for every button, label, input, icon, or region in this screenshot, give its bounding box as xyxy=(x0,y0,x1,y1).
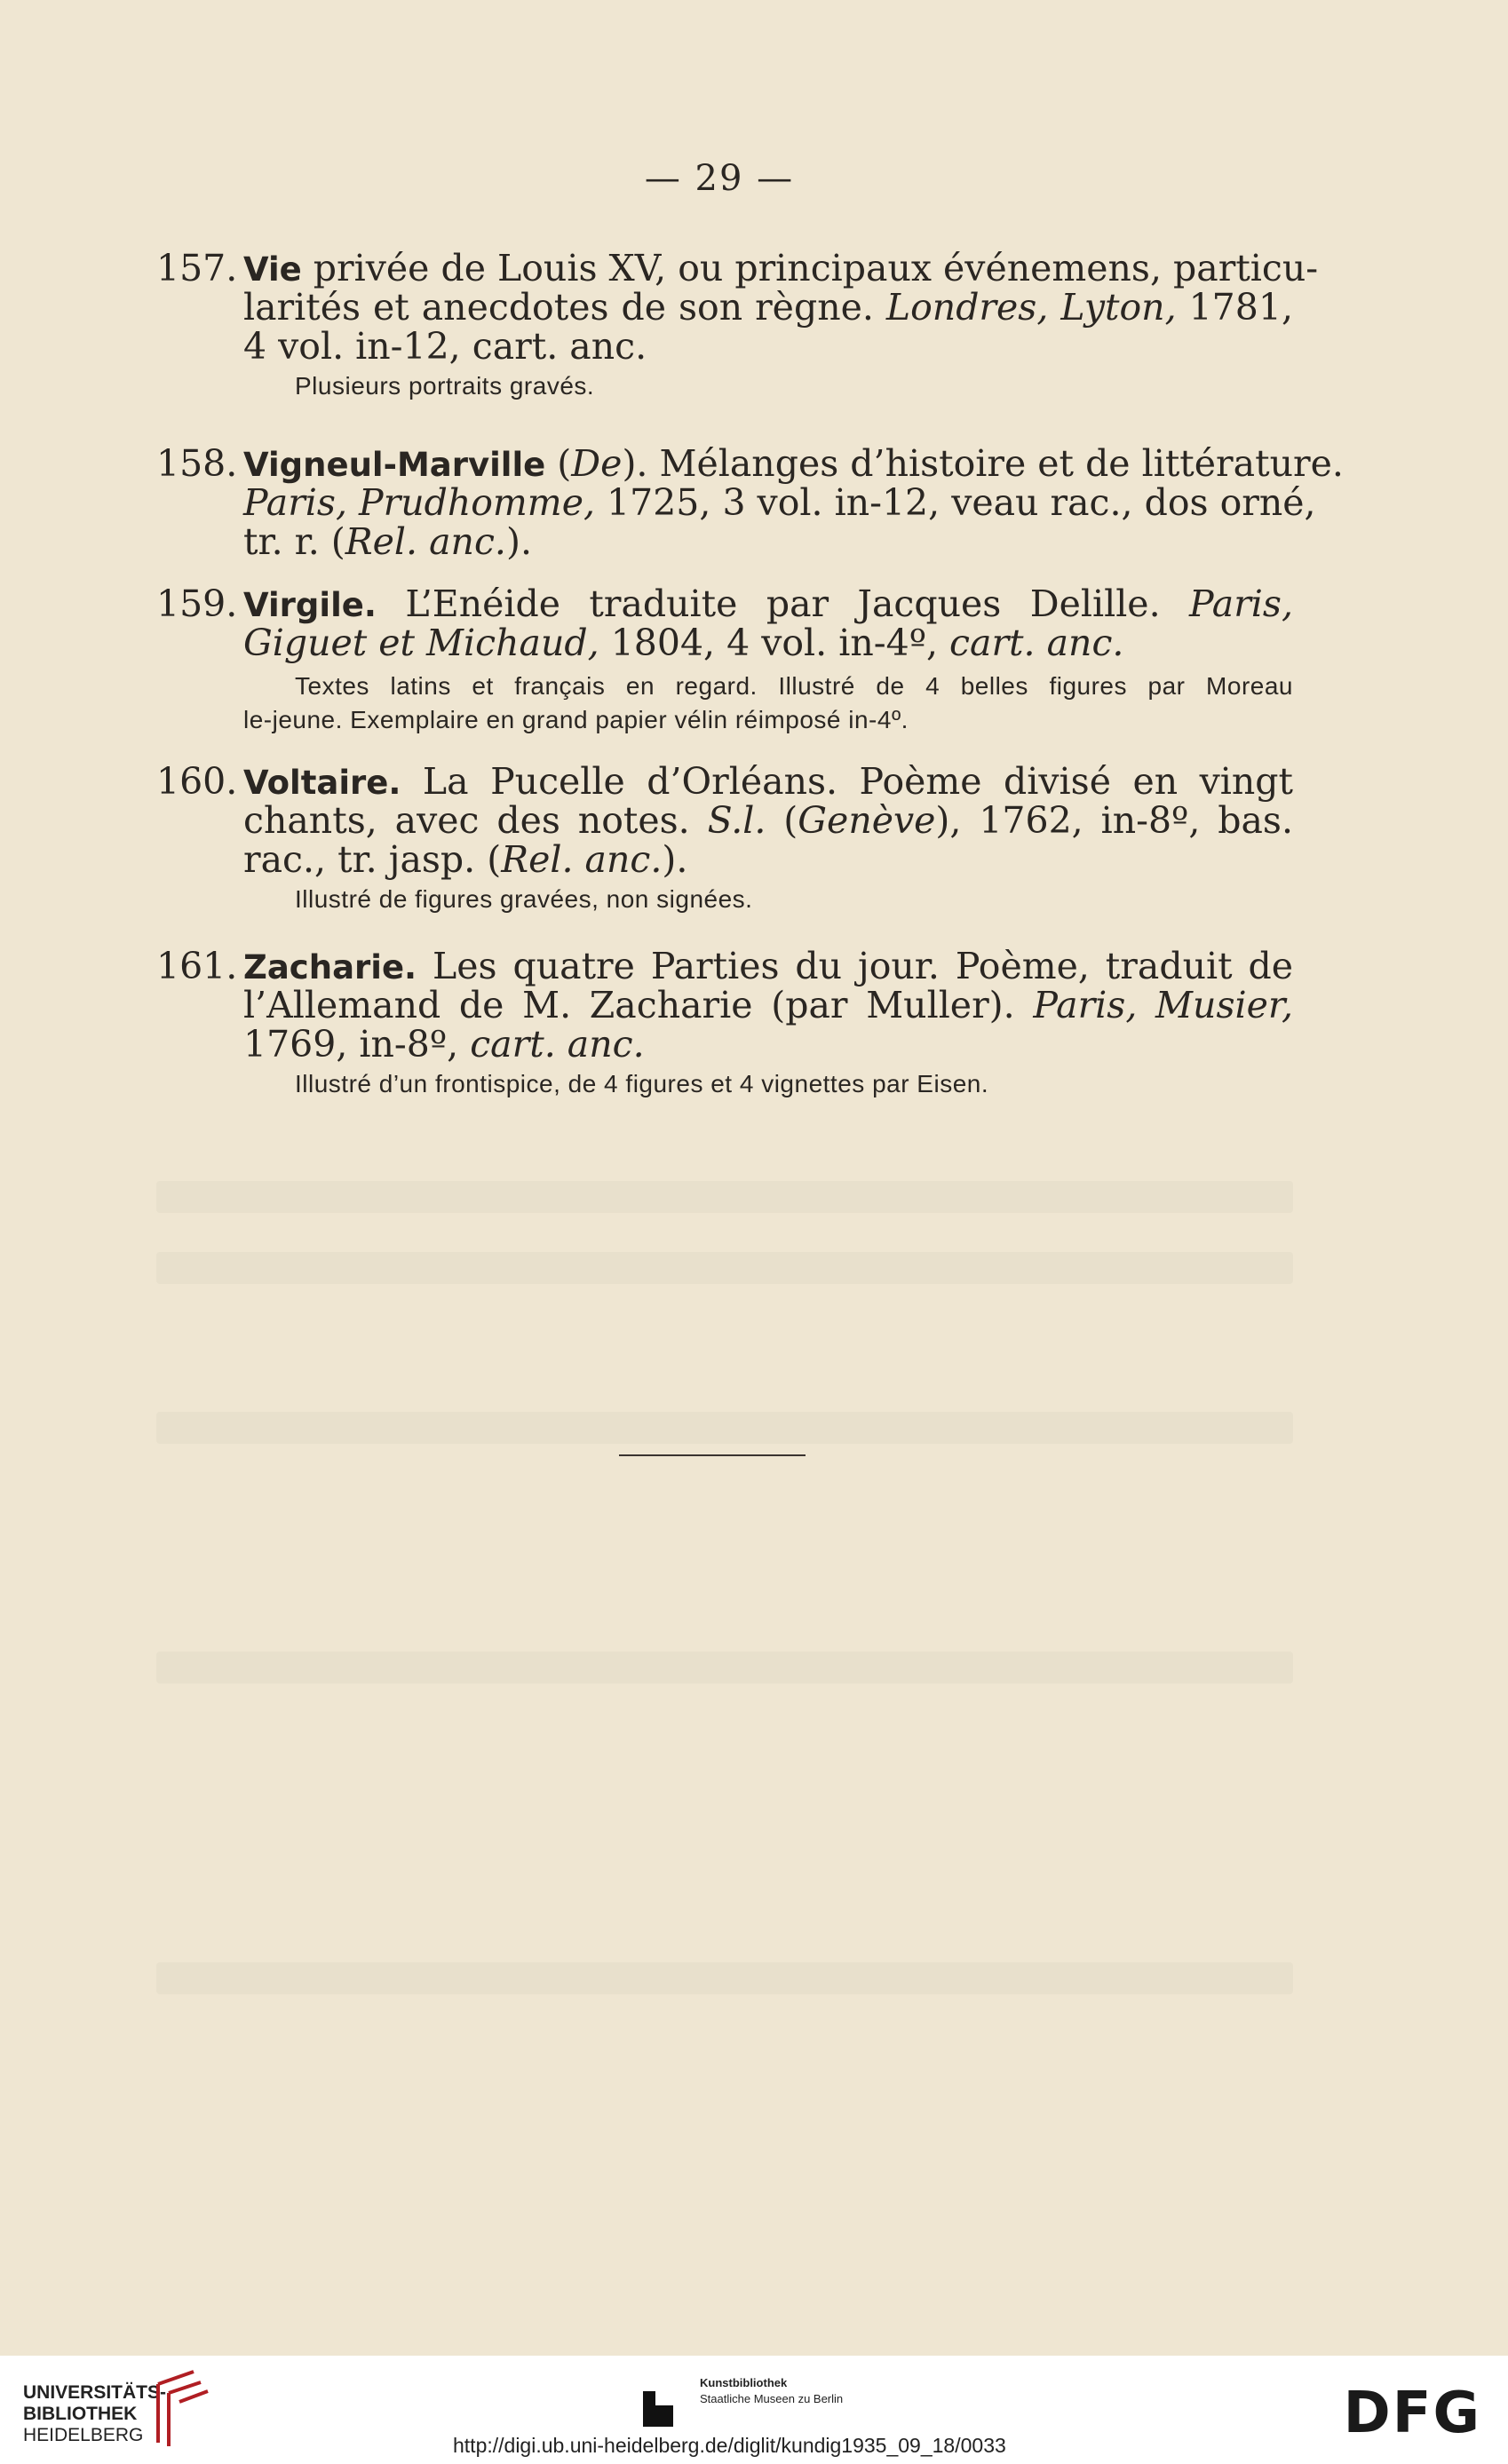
show-through xyxy=(156,1252,1293,1284)
page-number: — 29 — xyxy=(644,158,795,199)
entry-158: 158. Vigneul-Marville (De). Mélanges d’histoire et de littérature. Paris, Prudhomme, 1725, 3 vol. in-12, veau rac., dos orné, tr. r. (Rel. anc.). xyxy=(156,442,1344,563)
show-through xyxy=(156,1652,1293,1684)
entry-note: le-jeune. Exemplaire en grand papier vélin réimposé in-4º. xyxy=(243,706,909,733)
entry-number: 160. xyxy=(156,760,238,803)
entry-number: 159. xyxy=(156,582,238,625)
show-through xyxy=(156,1412,1293,1444)
entry-161: 161. Zacharie. Les quatre Parties du jour. Poème, traduit de l’Allemand de M. Zacharie (par Muller). Paris, Musier, 1769, in-8º, cart. anc. Illustré d’un frontispice, de 4 figures et 4 vignettes par Eisen. xyxy=(156,947,1293,1101)
entry-author: Vie xyxy=(243,250,302,289)
entry-note: Illustré de figures gravées, non signées. xyxy=(295,885,753,913)
entry-160: 160. Voltaire. La Pucelle d’Orléans. Poème divisé en vingt chants, avec des notes. S.l. (Genève), 1762, in-8º, bas. rac., tr. jasp. (Rel. anc.). Illustré de figures gravées, non signées. xyxy=(156,762,1293,916)
entry-157: 157. Vie privée de Louis XV, ou principaux événemens, particu- larités et anecdotes de son règne. Londres, Lyton, 1781, 4 vol. in-12, cart. anc. Plusieurs portraits gravés. xyxy=(156,249,1293,403)
entry-note: Illustré d’un frontispice, de 4 figures et 4 vignettes par Eisen. xyxy=(295,1070,989,1097)
entry-author: Virgile. xyxy=(243,586,377,624)
section-divider xyxy=(619,1454,806,1456)
entry-number: 157. xyxy=(156,247,238,289)
show-through xyxy=(156,1962,1293,1994)
entry-author: Voltaire. xyxy=(243,764,401,802)
footer-bar: UNIVERSITÄTS- BIBLIOTHEK HEIDELBERG Kunstbibliothek Staatliche Museen zu Berlin DFG http://digi.ub.uni-heidelberg.de/diglit/kundig1935_09_18/0033 xyxy=(0,2356,1508,2464)
entry-159: 159. Virgile. L’Enéide traduite par Jacques Delille. Paris, Giguet et Michaud, 1804, 4 vol. in-4º, cart. anc. Textes latins et français en regard. Illustré de 4 belles figures par Moreau le-jeune. Exemplaire en grand papier vélin réimposé in-4º. xyxy=(156,584,1293,737)
kunstbibliothek-mark-icon xyxy=(643,2391,673,2427)
entry-author: Zacharie. xyxy=(243,948,417,986)
ub-emblem-icon xyxy=(149,2366,211,2448)
entry-number: 161. xyxy=(156,945,238,987)
show-through xyxy=(156,1181,1293,1213)
source-url-link[interactable]: http://digi.ub.uni-heidelberg.de/diglit/kundig1935_09_18/0033 xyxy=(453,2434,1006,2457)
entry-number: 158. xyxy=(156,442,238,485)
university-library-logo: UNIVERSITÄTS- BIBLIOTHEK HEIDELBERG xyxy=(23,2382,167,2445)
entry-note: Plusieurs portraits gravés. xyxy=(295,372,595,400)
entry-author: Vigneul-Marville xyxy=(243,446,546,484)
dfg-logo: DFG xyxy=(1343,2381,1481,2446)
entry-note: Textes latins et français en regard. Illustré de 4 belles figures par Moreau xyxy=(295,672,1293,700)
